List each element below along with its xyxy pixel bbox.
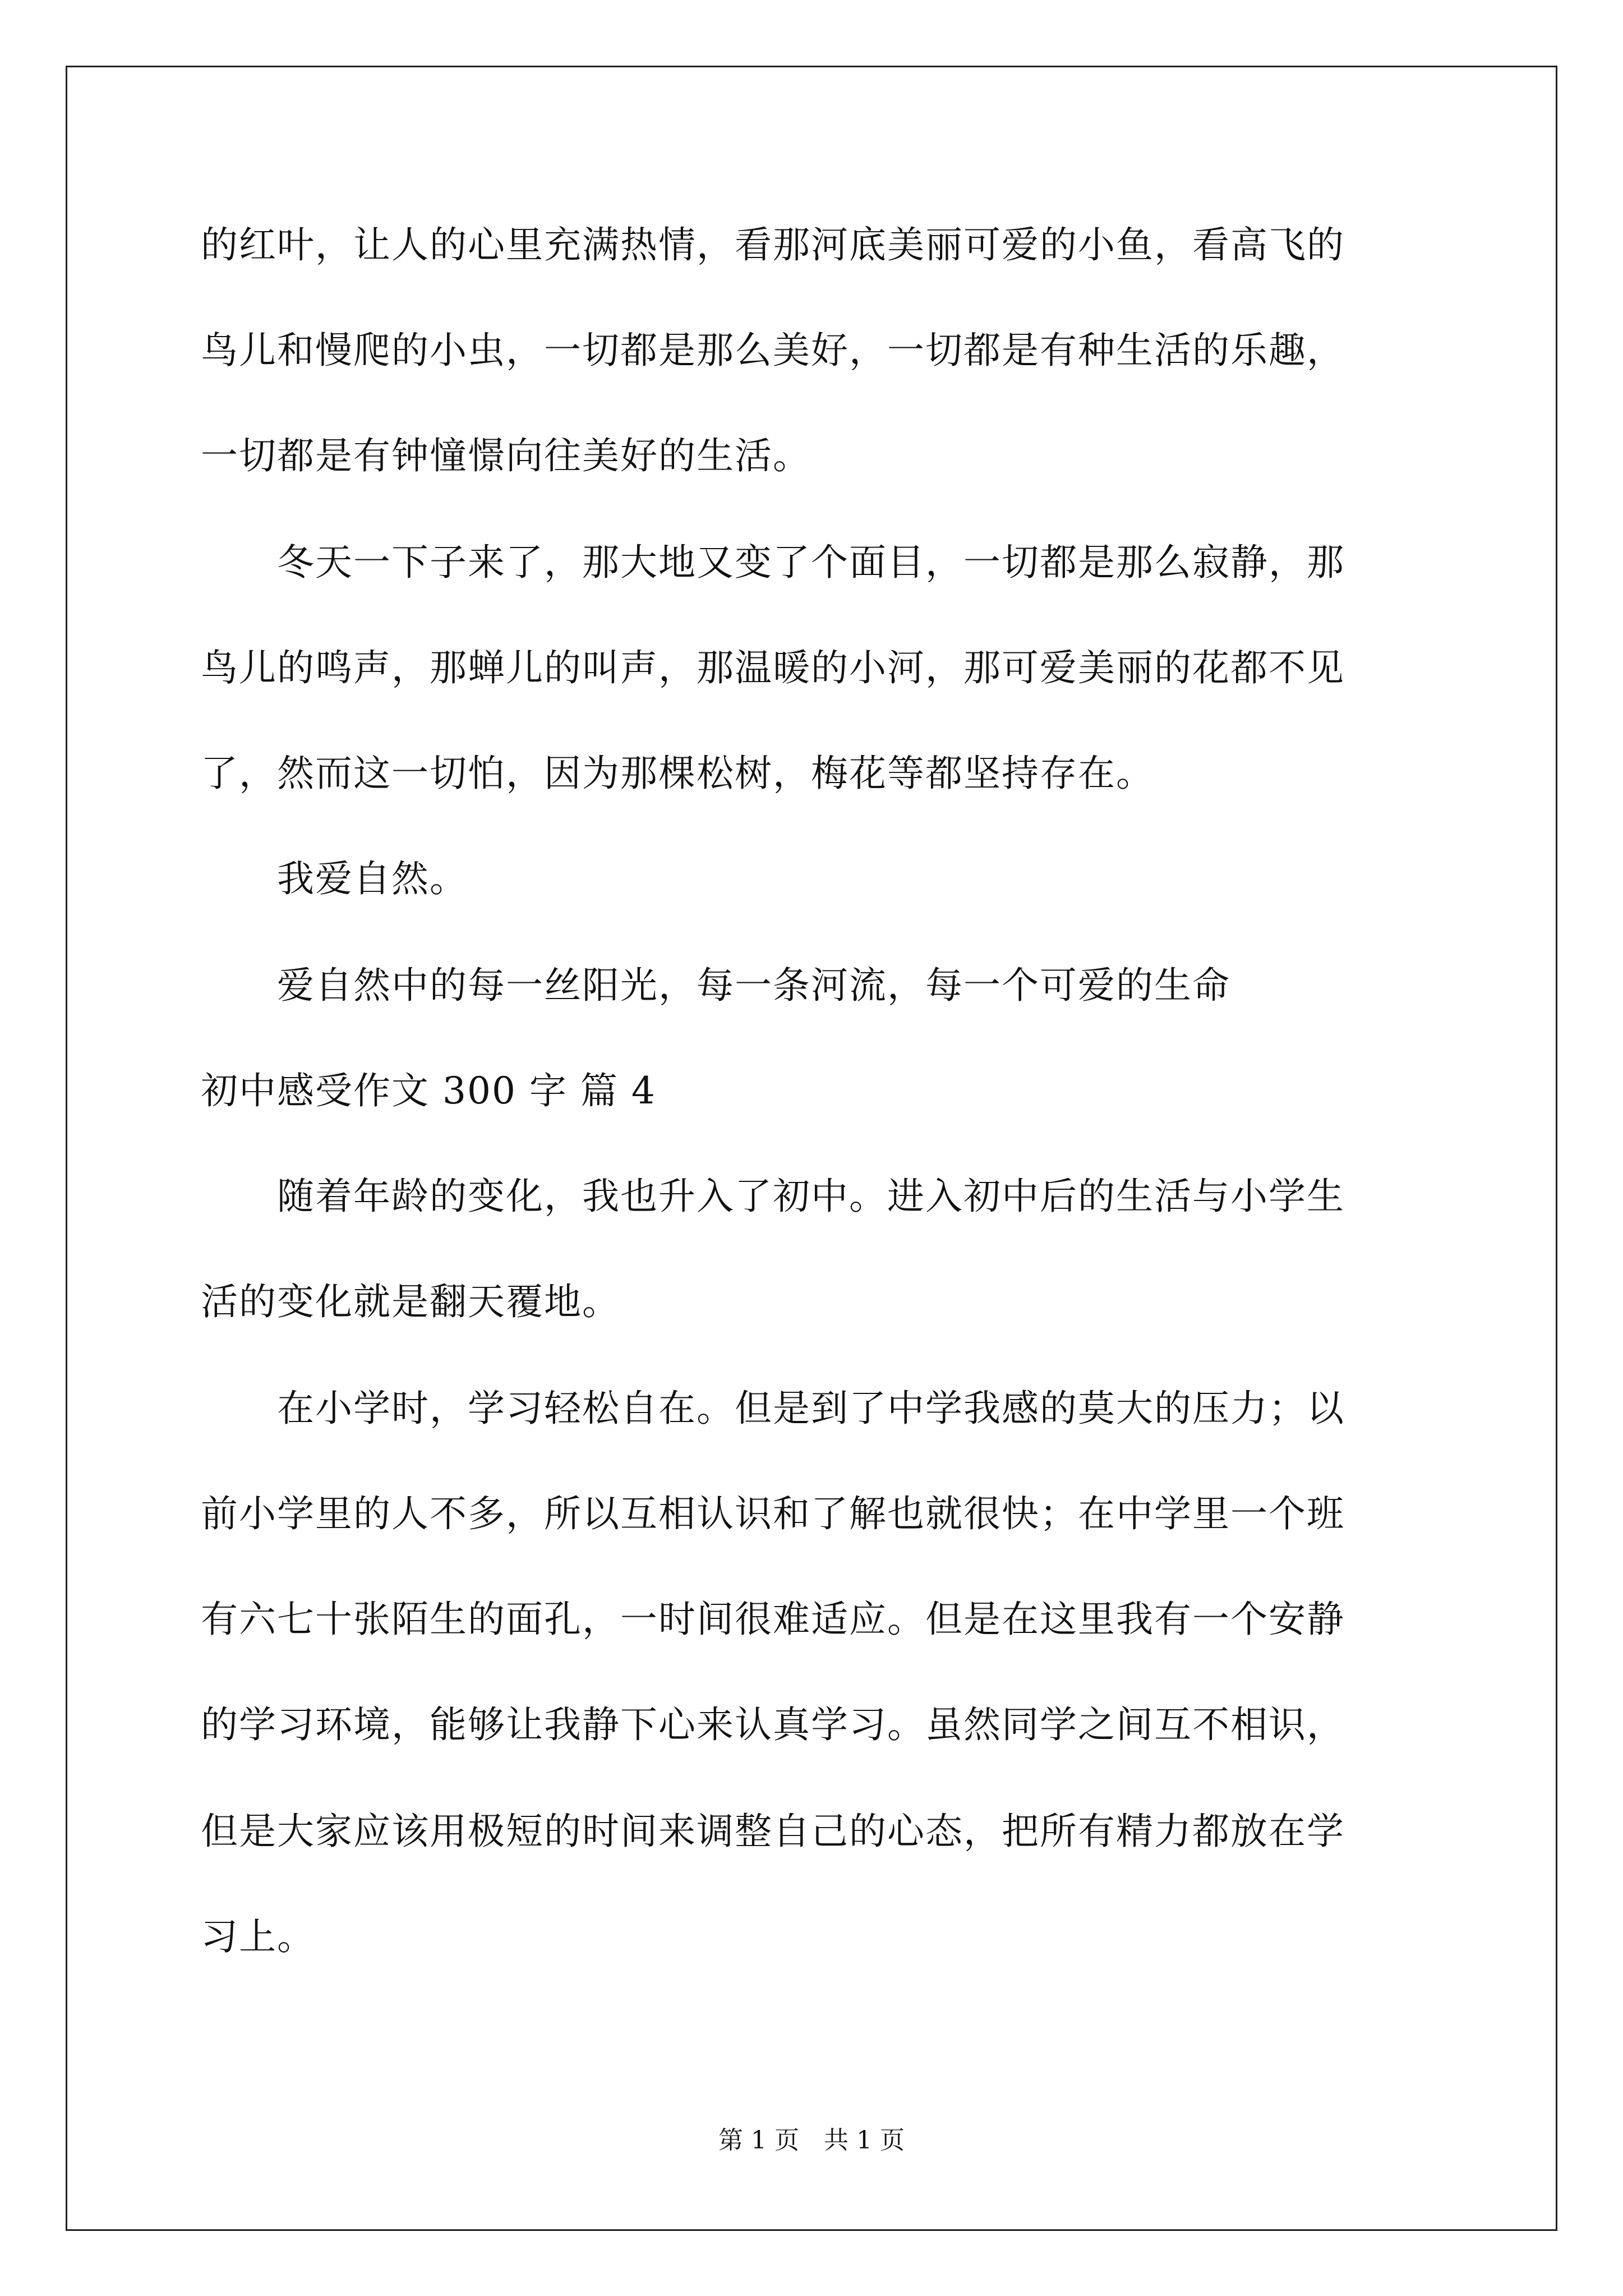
page-border: [66, 66, 1557, 2231]
text-line: 但是大家应该用极短的时间来调整自己的心态，把所有精力都放在学: [201, 1810, 1345, 1853]
text-line: 的红叶，让人的心里充满热情，看那河底美丽可爱的小鱼，看高飞的: [201, 223, 1345, 266]
text-line: 的学习环境，能够让我静下心来认真学习。虽然同学之间互不相识，: [201, 1703, 1345, 1746]
text-line: 鸟儿的鸣声，那蝉儿的叫声，那温暖的小河，那可爱美丽的花都不见: [201, 646, 1345, 689]
text-line: 前小学里的人不多，所以互相认识和了解也就很快；在中学里一个班: [201, 1492, 1345, 1535]
text-line: 爱自然中的每一丝阳光，每一条河流，每一个可爱的生命: [201, 964, 1230, 1007]
page-number-footer: 第 1 页 共 1 页: [718, 2126, 905, 2155]
text-line: 冬天一下子来了，那大地又变了个面目，一切都是那么寂静，那: [201, 541, 1345, 584]
text-line: 随着年龄的变化，我也升入了初中。进入初中后的生活与小学生: [201, 1175, 1345, 1218]
text-line: 鸟儿和慢爬的小虫，一切都是那么美好，一切都是有种生活的乐趣，: [201, 329, 1345, 372]
section-heading: 初中感受作文 300 字 篇 4: [201, 1069, 656, 1112]
text-line: 有六七十张陌生的面孔，一时间很难适应。但是在这里我有一个安静: [201, 1598, 1345, 1641]
text-line: 活的变化就是翻天覆地。: [201, 1280, 620, 1323]
text-line: 习上。: [201, 1915, 315, 1958]
text-line: 在小学时，学习轻松自在。但是到了中学我感的莫大的压力；以: [201, 1387, 1345, 1430]
text-line: 一切都是有钟憧憬向往美好的生活。: [201, 434, 811, 477]
text-line: 我爱自然。: [201, 857, 468, 900]
text-line: 了，然而这一切怕，因为那棵松树，梅花等都坚持存在。: [201, 752, 1154, 795]
